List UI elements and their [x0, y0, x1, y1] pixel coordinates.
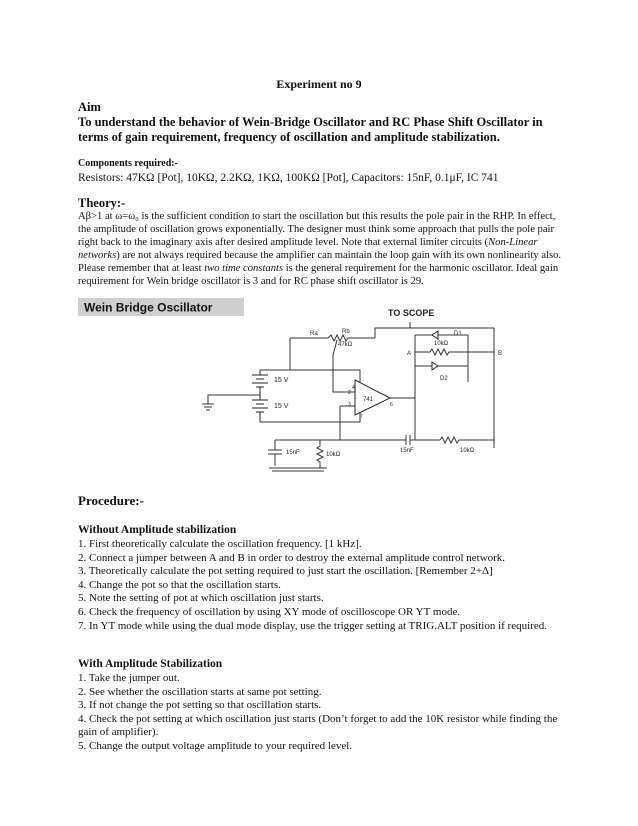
label-10k-series: 10kΩ	[460, 448, 475, 454]
pot-resistor	[328, 335, 375, 341]
label-d1: D1	[454, 331, 462, 337]
ground-bottom	[269, 468, 327, 471]
wire-noninverting-input	[340, 406, 355, 440]
ground-left	[202, 395, 260, 410]
label-10k-bottom: 10kΩ	[326, 452, 341, 458]
wire-output	[390, 382, 415, 398]
label-pin3: 3	[348, 402, 351, 408]
aim-text: To understand the behavior of Wein-Bridge Oscillator and RC Phase Shift Oscillator in terms of gain requirement, frequency of oscillation and amplitude stabilization.	[78, 115, 543, 144]
pot-wiper	[333, 340, 337, 364]
theory-italic-2: two time constants	[204, 263, 284, 275]
label-pin6: 6	[390, 402, 393, 408]
components-heading: Components required:-	[78, 158, 178, 169]
list-item: 3. If not change the pot setting so that oscillation starts.	[78, 699, 322, 712]
label-15n-series: 15nF	[400, 448, 414, 454]
without-stabilization-steps	[78, 538, 568, 633]
theory-part-1: Aβ>1 at ω=ω₀ is the sufficient condition to start the oscillation but this results the pole pair in the RHP. In effect, the amplitude of oscillation grows exponentially. The designer must think some approach that pulls the pole pair right back to the imaginary axis after desired amplitude level. Note that external limiter circuits (	[78, 211, 556, 249]
list-item: 3. Theoretically calculate the pot setting required to just start the oscillation. [Remember 2+Δ]	[78, 565, 493, 578]
procedure-heading: Procedure:-	[78, 493, 144, 508]
resistor-10k-bottom	[317, 440, 323, 468]
without-stabilization-heading: Without Amplitude stabilization	[78, 524, 237, 536]
label-ra: Ra	[310, 331, 318, 337]
label-pot: 47kΩ	[338, 342, 353, 348]
diode-d2	[432, 362, 438, 370]
list-item: 4. Check the pot setting at which oscillation just starts (Don’t forget to add the 10K resistor while finding the gain of amplifier).	[78, 712, 558, 739]
page-title: Experiment no 9	[276, 77, 362, 91]
with-stabilization-heading: With Amplitude Stabilization	[78, 658, 223, 670]
resistor-10k-series	[440, 437, 494, 448]
label-pin2: 2	[348, 390, 351, 396]
list-item: 2. Connect a jumper between A and B in order to destroy the external amplitude control network.	[78, 551, 506, 564]
theory-part-3: is the general requirement for the harmonic oscillator. Ideal gain requirement for Wein bridge oscillator is 3 and for RC phase shift oscillator is 29.	[78, 263, 559, 288]
aim-heading: Aim	[78, 100, 101, 114]
label-ic: 741	[363, 397, 374, 403]
diode-d1	[432, 331, 438, 339]
theory-italic-1: Non-Linear networks	[78, 237, 538, 262]
list-item: 1. Take the jumper out.	[78, 672, 180, 684]
theory-heading: Theory:-	[78, 196, 126, 210]
battery-positive	[252, 370, 268, 395]
label-15n-bottom: 15nF	[286, 450, 300, 456]
capacitor-15n-series	[400, 435, 440, 445]
components-text: Resistors: 47KΩ [Pot], 10KΩ, 2.2KΩ, 1KΩ, 100KΩ [Pot], Capacitors: 15nF, 0.1μF, IC 741	[78, 172, 499, 184]
list-item: 4. Change the pot so that the oscillation starts.	[78, 578, 281, 591]
theory-text	[78, 210, 566, 289]
label-rb: Rb	[342, 329, 350, 335]
capacitor-15n-bottom	[268, 440, 282, 466]
label-pin4: 4	[352, 385, 355, 391]
label-node-a: A	[407, 351, 412, 357]
label-d2: D2	[440, 376, 448, 382]
resistor-10k-top	[415, 349, 468, 355]
label-pin7: 7	[360, 414, 363, 420]
label-10k-top: 10kΩ	[434, 341, 449, 347]
with-stabilization-steps	[78, 672, 568, 754]
list-item: 7. In YT mode while using the dual mode display, use the trigger setting at TRIG.ALT position if required.	[78, 619, 547, 632]
circuit-title: Wein Bridge Oscillator	[84, 300, 213, 315]
list-item: 6. Check the frequency of oscillation by using XY mode of oscilloscope OR YT mode.	[78, 605, 461, 618]
scope-label: TO SCOPE	[388, 308, 435, 318]
theory-part-2: ) are not always required because the amplifier can maintain the loop gain with its own nonlinearity also. Please remember that at least	[78, 250, 562, 275]
list-item: 5. Note the setting of pot at which oscillation just starts.	[78, 592, 324, 605]
label-vplus: 15 V	[274, 377, 289, 384]
wein-bridge-circuit-diagram	[200, 300, 510, 480]
label-vminus: 15 V	[274, 403, 289, 410]
battery-negative	[252, 395, 268, 422]
list-item: 1. First theoretically calculate the oscillation frequency. [1 kHz].	[78, 538, 362, 550]
wire-supply-negative	[260, 412, 360, 422]
list-item: 5. Change the output voltage amplitude to your required level.	[78, 739, 353, 752]
label-node-b: B	[498, 351, 503, 357]
wire-left-top	[260, 338, 290, 370]
list-item: 2. See whether the oscillation starts at same pot setting.	[78, 685, 322, 698]
